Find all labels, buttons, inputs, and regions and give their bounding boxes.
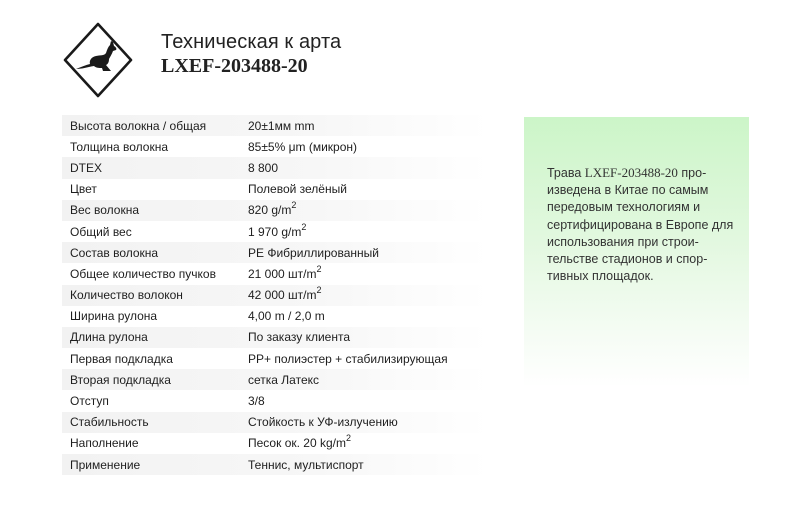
page-title: Техническая к арта [161, 31, 342, 53]
spec-label: DTEX [70, 160, 103, 175]
spec-value: 85±5% μm (микрон) [248, 139, 358, 154]
spec-label: Вторая подкладка [70, 372, 171, 387]
spec-label: Наполнение [70, 436, 139, 451]
spec-value: Полевой зелёный [248, 182, 347, 197]
spec-row [62, 454, 488, 475]
spec-row [62, 200, 488, 221]
spec-value: 1 970 $g/m^2$ [248, 221, 307, 239]
description-text: Трава LXEF-203488-20 про-изведена в Китае по самым передовым технологиям и сертифицирована в Европе для использования при строи-тельстве стадионов и спор-тивных площадок. [547, 165, 734, 284]
product-code: LXEF-203488-20 [161, 55, 308, 77]
spec-value: PP+ полиэстер + стабилизирующая [248, 351, 448, 366]
spec-value: Теннис, мультиспорт [248, 457, 364, 472]
spec-label: Применение [70, 457, 141, 472]
spec-row [62, 412, 488, 433]
spec-label: Стабильность [70, 415, 149, 430]
spec-row [62, 390, 488, 411]
spec-row [62, 136, 488, 157]
spec-table [62, 115, 488, 475]
spec-label: Толщина волокна [70, 139, 169, 154]
spec-row [62, 157, 488, 178]
spec-label: Ширина рулона [70, 309, 158, 324]
description-product-code: LXEF-203488-20 [584, 165, 678, 180]
spec-value: Стойкость к УФ-излучению [248, 415, 398, 430]
spec-value: 4,00 m / 2,0 m [248, 309, 325, 324]
spec-value: Песок ок. 20 $kg/m^2$ [248, 433, 351, 451]
spec-label: Цвет [70, 182, 97, 197]
spec-label: Общий вес [70, 224, 132, 239]
spec-row [62, 263, 488, 284]
spec-label: Состав волокна [70, 245, 159, 260]
spec-label: Длина рулона [70, 330, 148, 345]
spec-label: Вес волокна [70, 203, 140, 218]
spec-value: 42 000 $шт/m^2$ [248, 285, 322, 303]
spec-row [62, 242, 488, 263]
spec-row [62, 306, 488, 327]
spec-value: 8 800 [248, 160, 279, 175]
spec-label: Количество волокон [70, 288, 183, 303]
spec-value: PE Фибриллированный [248, 245, 379, 260]
spec-label: Высота волокна / общая [70, 118, 207, 133]
spec-label: Общее количество пучков [70, 266, 216, 281]
spec-row [62, 221, 488, 242]
spec-value: сетка Латекс [248, 372, 319, 387]
spec-value: 820 $g/m^2$ [248, 200, 297, 218]
spec-row [62, 115, 488, 136]
spec-row [62, 433, 488, 454]
spec-row [62, 369, 488, 390]
spec-value: 20±1мм mm [248, 118, 315, 133]
spec-label: Первая подкладка [70, 351, 173, 366]
spec-row [62, 327, 488, 348]
spec-label: Отступ [70, 394, 109, 409]
spec-row [62, 179, 488, 200]
spec-value: По заказу клиента [248, 330, 350, 345]
spec-row [62, 285, 488, 306]
spec-value: 3/8 [248, 394, 265, 409]
spec-value: 21 000 $шт/m^2$ [248, 263, 322, 281]
spec-row [62, 348, 488, 369]
kangaroo-sign-icon [63, 22, 133, 98]
